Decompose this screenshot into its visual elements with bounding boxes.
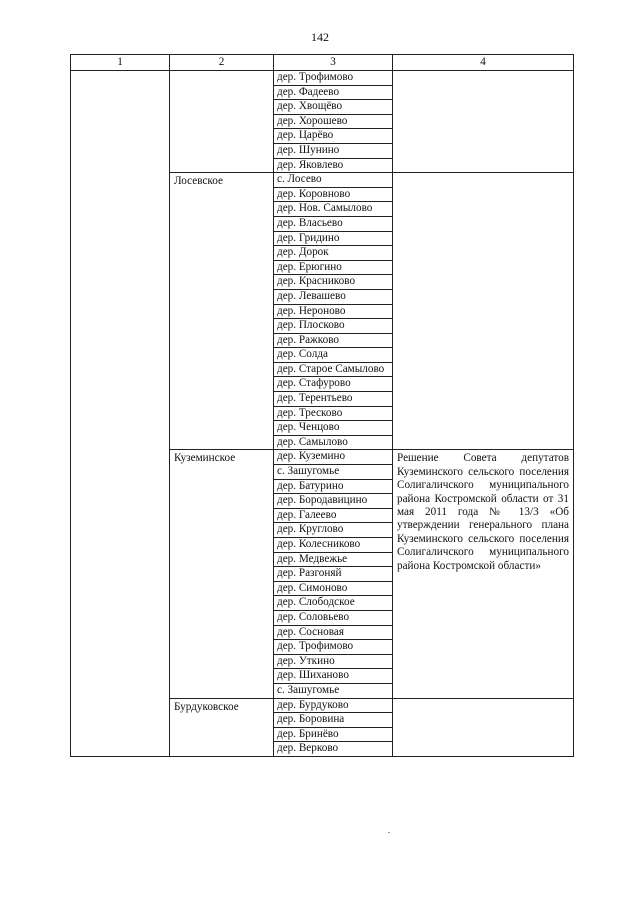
village-cell: дер. Тресково — [274, 406, 393, 421]
village-cell: дер. Боровина — [274, 713, 393, 728]
village-cell: дер. Терентьево — [274, 392, 393, 407]
village-cell: дер. Бринёво — [274, 727, 393, 742]
village-cell: дер. Левашево — [274, 289, 393, 304]
village-cell: дер. Трофимово — [274, 640, 393, 655]
village-cell: дер. Батурино — [274, 479, 393, 494]
document-cell: Решение Совета депутатов Куземинского сельского поселения Солигаличского муниципального района Костромской области от 31 мая 2011 года № 13/3 «Об утверждении генерального плана Куземинского сельского поселения Солигаличского муниципального района Костромской области» — [393, 450, 574, 698]
document-cell — [393, 71, 574, 173]
village-cell: дер. Шиханово — [274, 669, 393, 684]
village-cell: дер. Соловьево — [274, 610, 393, 625]
table-row — [71, 71, 574, 86]
village-cell: дер. Стафурово — [274, 377, 393, 392]
village-cell: дер. Нероново — [274, 304, 393, 319]
village-cell: дер. Дорок — [274, 246, 393, 261]
village-cell: дер. Верково — [274, 742, 393, 757]
village-cell: дер. Гридино — [274, 231, 393, 246]
village-cell: дер. Фадеево — [274, 85, 393, 100]
village-cell: дер. Самылово — [274, 435, 393, 450]
village-cell: дер. Ерюгино — [274, 260, 393, 275]
header-row — [71, 55, 574, 71]
column-header: 3 — [274, 55, 393, 71]
village-cell: дер. Шунино — [274, 143, 393, 158]
village-cell: дер. Ражково — [274, 333, 393, 348]
village-cell: дер. Бурдуково — [274, 698, 393, 713]
village-cell: с. Зашугомье — [274, 465, 393, 480]
village-cell: дер. Ченцово — [274, 421, 393, 436]
settlement-cell — [170, 71, 274, 173]
scan-speck — [388, 832, 390, 833]
village-cell: дер. Сосновая — [274, 625, 393, 640]
village-cell: дер. Симоново — [274, 581, 393, 596]
village-cell: дер. Галеево — [274, 508, 393, 523]
village-cell: дер. Бородавицино — [274, 494, 393, 509]
village-cell: дер. Слободское — [274, 596, 393, 611]
village-cell: дер. Хорошево — [274, 114, 393, 129]
village-cell: дер. Колесниково — [274, 538, 393, 553]
table-body — [71, 71, 574, 757]
village-cell: дер. Куземино — [274, 450, 393, 465]
document-cell — [393, 173, 574, 450]
settlement-cell: Лосевское — [170, 173, 274, 450]
settlement-cell: Бурдуковское — [170, 698, 274, 756]
column-header: 1 — [71, 55, 170, 71]
village-cell: дер. Круглово — [274, 523, 393, 538]
village-cell: дер. Медвежье — [274, 552, 393, 567]
settlement-cell: Куземинское — [170, 450, 274, 698]
column-header: 2 — [170, 55, 274, 71]
village-cell: с. Зашугомье — [274, 683, 393, 698]
document-cell — [393, 698, 574, 756]
village-cell: дер. Плосково — [274, 319, 393, 334]
village-cell: дер. Хвощёво — [274, 100, 393, 115]
village-cell: с. Лосево — [274, 173, 393, 188]
district-cell — [71, 71, 170, 757]
settlements-table — [70, 54, 574, 757]
village-cell: дер. Яковлево — [274, 158, 393, 173]
village-cell: дер. Власьево — [274, 216, 393, 231]
village-cell: дер. Разгоняй — [274, 567, 393, 582]
village-cell: дер. Коровново — [274, 187, 393, 202]
village-cell: дер. Нов. Самылово — [274, 202, 393, 217]
village-cell: дер. Солда — [274, 348, 393, 363]
village-cell: дер. Трофимово — [274, 71, 393, 86]
village-cell: дер. Старое Самылово — [274, 362, 393, 377]
village-cell: дер. Уткино — [274, 654, 393, 669]
page-number: 142 — [311, 30, 329, 44]
village-cell: дер. Красниково — [274, 275, 393, 290]
village-cell: дер. Царёво — [274, 129, 393, 144]
column-header: 4 — [393, 55, 574, 71]
